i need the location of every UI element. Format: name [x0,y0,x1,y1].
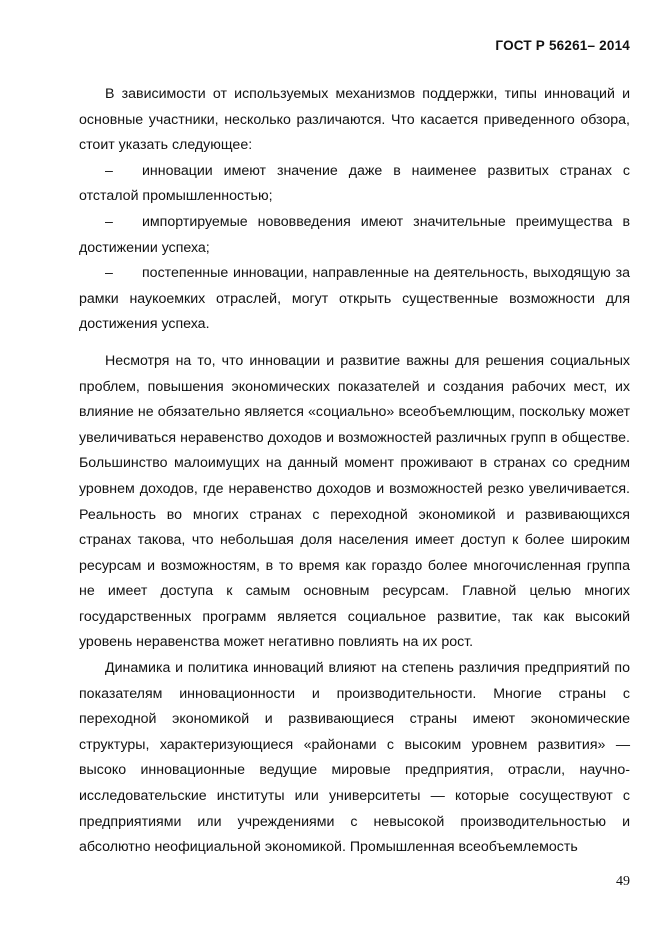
paragraph-intro: В зависимости от используемых механизмов поддержки, типы инноваций и основные участники, несколько различаются. Что касается приведенного обзора, стоит указать следующее: [79,86,630,154]
document-body [79,82,630,861]
list-item-text: постепенные инновации, направленные на деятельность, выходящую за рамки наукоемких отраслей, могут открыть существенные возможности для достижения успеха. [79,265,630,333]
bullet-dash: – [105,162,113,179]
paragraph-dynamics: Динамика и политика инноваций влияют на степень различия предприятий по показателям инновационности и производительности. Многие страны с переходной экономикой и развивающиеся страны имеют экономические структуры, характеризующиеся «районами с высоким уровнем развития» — высоко инновационные ведущие мировые предприятия, отрасли, научно-исследовательские институты или университеты — которые сосуществуют с предприятиями или учреждениями с невысокой производительностью и абсолютно неофициальной экономикой. Промышленная всеобъемлемость [79,660,630,856]
bullet-dash: – [105,213,113,230]
paragraph-inequality: Несмотря на то, что инновации и развитие важны для решения социальных проблем, повышения экономических показателей и создания рабочих мест, их влияние не обязательно является «социально» всеобъемлющим, поскольку может увеличиваться неравенство доходов и возможностей различных групп в обществе. Большинство малоимущих на данный момент проживают в странах со средним уровнем доходов, где неравенство доходов и возможностей резко увеличивается. Реальность во многих странах с переходной экономикой и развивающихся странах такова, что небольшая доля населения имеет доступ к более широким ресурсам и возможностям, в то время как гораздо более многочисленная группа не имеет доступа к самым основным ресурсам. Главной целью многих государственных программ является социальное развитие, так как высокий уровень неравенства может негативно повлиять на их рост. [79,352,630,651]
list-item-text: инновации имеют значение даже в наименее развитых странах с отсталой промышленностью; [79,162,630,205]
document-standard-header: ГОСТ Р 56261– 2014 [495,38,630,53]
bullet-dash: – [105,265,113,282]
page-number: 49 [616,874,630,889]
list-item-text: импортируемые нововведения имеют значительные преимущества в достижении успеха; [79,213,630,256]
list-item [79,261,630,338]
list-item [79,159,630,210]
list-item [79,210,630,261]
